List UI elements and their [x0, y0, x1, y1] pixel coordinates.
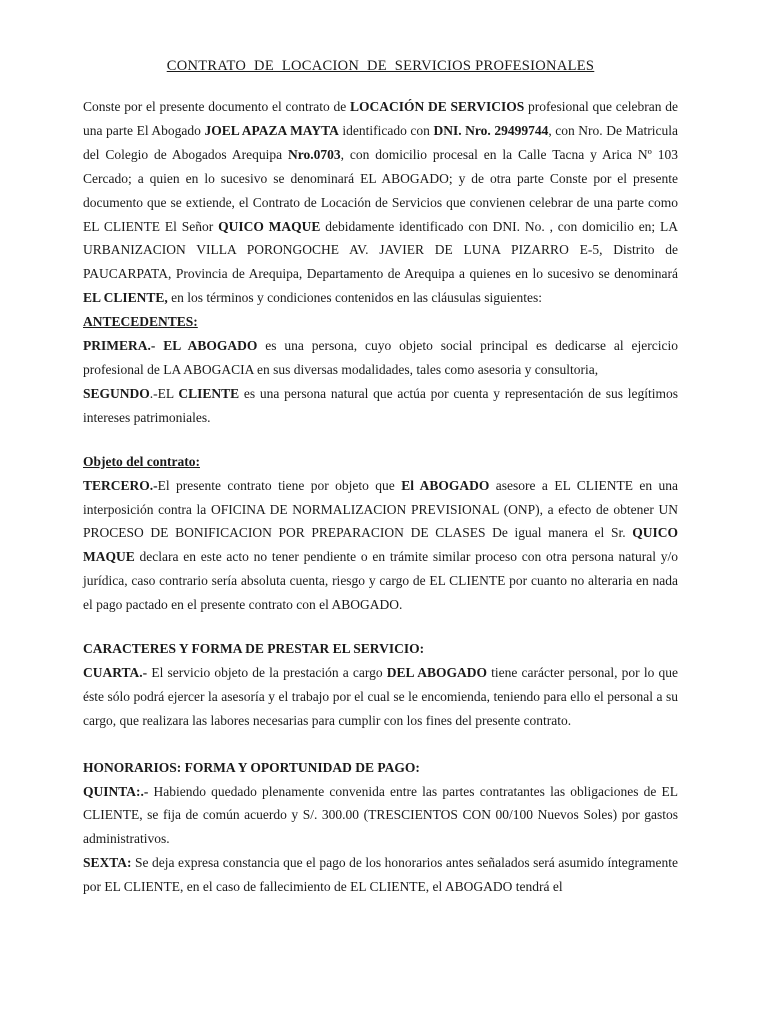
text-run: asesore a EL CLIENTE en una interposición contra la OFICINA DE NORMALIZACION PREVISIONAL (ONP), a efecto de obtener UN PROCESO DE BONIFICACION POR PREPARACION DE CLASES De igual manera el Sr.	[83, 477, 679, 541]
text-run: es una persona natural que actúa por cuenta y representación de sus legítimos intereses patrimoniales.	[83, 385, 678, 425]
intro-paragraph	[83, 95, 678, 310]
document-title-text: CONTRATO DE LOCACION DE SERVICIOS PROFESIONALES	[166, 58, 595, 74]
text-run: CLIENTE	[178, 385, 240, 401]
text-run: QUINTA:.-	[83, 783, 149, 799]
text-run: LOCACIÓN DE SERVICIOS	[349, 99, 525, 114]
text-run: tiene carácter personal, por lo que éste sólo podrá ejercer la asesoría y el trabajo por el cual se le encomienda, teniendo para ello el personal a su cargo, que realizara las labores necesarias para cumplir con los fines del presente contrato.	[83, 664, 678, 728]
text-run: Conste por el presente documento el contrato de	[83, 99, 350, 114]
clause-cuarta	[83, 661, 678, 733]
text-run: DEL ABOGADO	[386, 664, 487, 680]
text-run: , con Nro. De Matricula del Colegio de Abogados Arequipa	[83, 122, 679, 162]
text-run: declara en este acto no tener pendiente o en trámite similar proceso con otra persona natural y/o jurídica, caso contrario sería absoluta cuenta, riesgo y cargo de EL CLIENTE por cuanto no alteraria en nada el pago pactado en el presente contrato con el ABOGADO.	[83, 549, 678, 613]
text-run: QUICO MAQUE	[83, 525, 678, 565]
clause-segundo	[83, 382, 678, 430]
text-run: Habiendo quedado plenamente convenida entre las partes contratantes las obligaciones de EL CLIENTE, se fija de común acuerdo y S/. 300.00 (TRESCIENTOS CON 00/100 Nuevos Soles) por gastos administrativos.	[83, 783, 678, 847]
text-run: , con domicilio procesal en la Calle Tacna y Arica Nº 103 Cercado; a quien en lo sucesivo se denominará EL ABOGADO; y de otra parte Conste por el presente documento que se extiende, el Contrato de Locación de Servicios que convienen celebrar de una parte como EL CLIENTE El Señor	[83, 146, 678, 234]
text-run: Se deja expresa constancia que el pago de los honorarios antes señalados será asumido íntegramente por EL CLIENTE, en el caso de fallecimiento de EL CLIENTE, el ABOGADO tendrá el	[83, 855, 678, 895]
text-run: Nro.0703	[287, 146, 341, 162]
text-run: JOEL APAZA MAYTA	[204, 122, 339, 138]
text-run: DNI. Nro. 29499744	[433, 122, 549, 138]
antecedentes-heading: ANTECEDENTES:	[83, 314, 198, 330]
text-run: .-EL	[149, 385, 179, 401]
text-run: CUARTA.-	[83, 664, 148, 680]
clause-primera	[83, 334, 678, 382]
text-run: PRIMERA.- EL ABOGADO	[83, 338, 258, 354]
text-run: EL CLIENTE,	[83, 290, 168, 306]
text-run: El presente contrato tiene por objeto que	[157, 477, 402, 493]
honorarios-heading: HONORARIOS: FORMA Y OPORTUNIDAD DE PAGO:	[83, 759, 420, 775]
objeto-heading: Objeto del contrato:	[83, 453, 200, 469]
text-run: El ABOGADO	[401, 477, 490, 493]
text-run: TERCERO.-	[83, 477, 158, 493]
caracteres-heading: CARACTERES Y FORMA DE PRESTAR EL SERVICIO:	[83, 641, 425, 657]
text-run: profesional que celebran de una parte El Abogado	[83, 99, 678, 138]
text-run: es una persona, cuyo objeto social principal es dedicarse al ejercicio profesional de LA ABOGACIA en sus diversas modalidades, tales como asesoria y consultoria,	[83, 338, 678, 377]
text-run: El servicio objeto de la prestación a cargo	[147, 664, 387, 680]
text-run: en los términos y condiciones contenidos en las cláusulas siguientes:	[167, 290, 542, 306]
document-title	[83, 58, 678, 75]
text-run: QUICO MAQUE	[218, 218, 321, 234]
text-run: SEXTA:	[83, 855, 132, 871]
text-run: debidamente identificado con DNI. No. , con domicilio en; LA URBANIZACION VILLA PORONGOCHE AV. JAVIER DE LUNA PIZARRO E-5, Distrito de PAUCARPATA, Provincia de Arequipa, Departamento de Arequipa a quienes en lo sucesivo se denominará	[83, 218, 679, 282]
clause-tercero	[83, 474, 678, 617]
clause-quinta	[83, 780, 678, 852]
clause-sexta	[83, 851, 678, 899]
text-run: SEGUNDO	[83, 385, 150, 401]
text-run: identificado con	[338, 122, 434, 138]
